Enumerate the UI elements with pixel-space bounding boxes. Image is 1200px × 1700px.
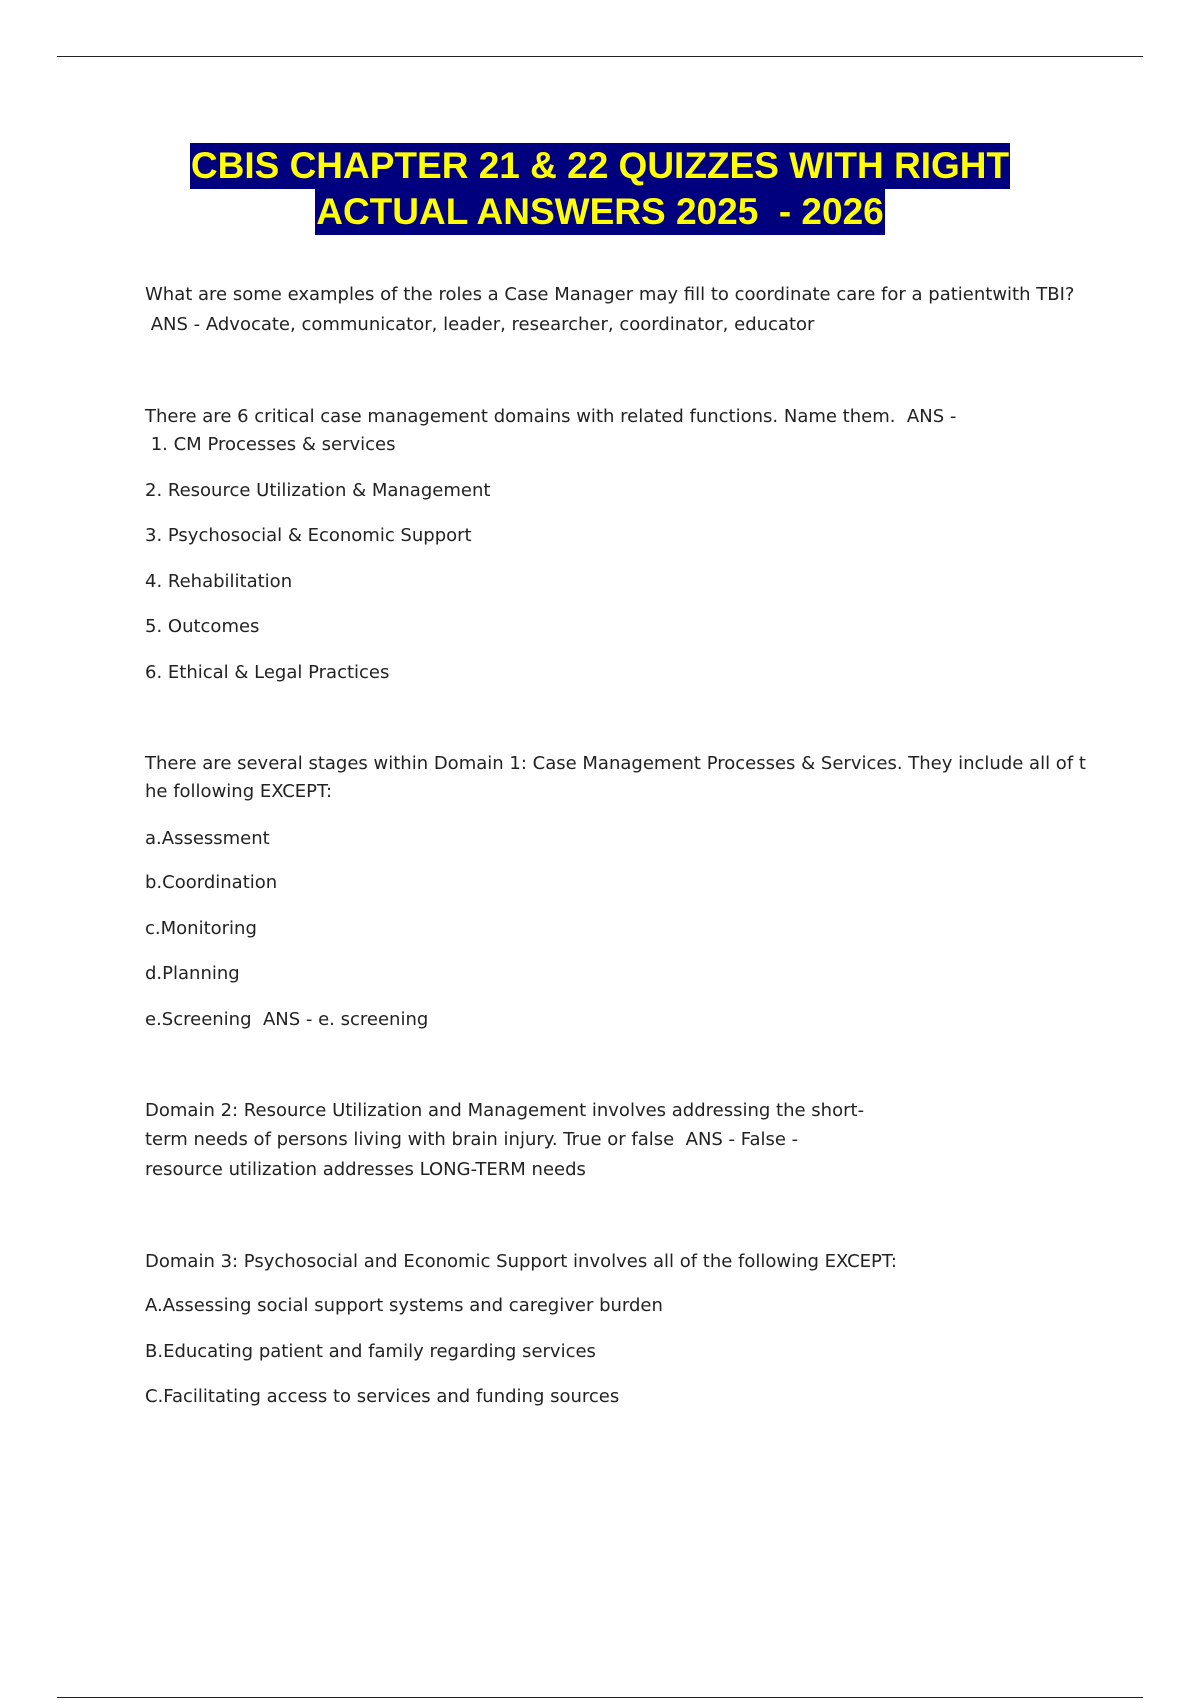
q2-item: 1. CM Processes & services (145, 434, 396, 455)
q5-option: C.Facilitating access to services and funding sources (145, 1386, 620, 1407)
q3-question-line-2: he following EXCEPT: (145, 781, 333, 802)
q2-item: 2. Resource Utilization & Management (145, 480, 491, 501)
document-title (0, 143, 1200, 235)
top-rule (57, 56, 1143, 57)
q2-question: There are 6 critical case management domains with related functions. Name them. ANS - (145, 406, 957, 427)
q3-option: a.Assessment (145, 828, 270, 849)
q1-question: What are some examples of the roles a Case Manager may fill to coordinate care for a patientwith TBI? (145, 284, 1075, 305)
q2-item: 4. Rehabilitation (145, 571, 293, 592)
q5-option: B.Educating patient and family regarding services (145, 1341, 596, 1362)
title-line-2: ACTUAL ANSWERS 2025 - 2026 (315, 189, 885, 235)
q4-line-2: term needs of persons living with brain injury. True or false ANS - False - (145, 1129, 799, 1150)
q4-line-3: resource utilization addresses LONG-TERM needs (145, 1159, 586, 1180)
q3-option: c.Monitoring (145, 918, 257, 939)
q5-option: A.Assessing social support systems and caregiver burden (145, 1295, 663, 1316)
q2-item: 5. Outcomes (145, 616, 260, 637)
bottom-rule (57, 1697, 1143, 1698)
q3-question-line-1: There are several stages within Domain 1: Case Management Processes & Services. They include all of t (145, 753, 1086, 774)
q2-item: 3. Psychosocial & Economic Support (145, 525, 472, 546)
q2-item: 6. Ethical & Legal Practices (145, 662, 390, 683)
q3-option: e.Screening ANS - e. screening (145, 1009, 429, 1030)
q3-option: d.Planning (145, 963, 240, 984)
q1-answer: ANS - Advocate, communicator, leader, researcher, coordinator, educator (145, 314, 815, 335)
q4-line-1: Domain 2: Resource Utilization and Management involves addressing the short- (145, 1100, 865, 1121)
title-line-1: CBIS CHAPTER 21 & 22 QUIZZES WITH RIGHT (190, 143, 1010, 189)
q5-question: Domain 3: Psychosocial and Economic Support involves all of the following EXCEPT: (145, 1251, 897, 1272)
q3-option: b.Coordination (145, 872, 278, 893)
